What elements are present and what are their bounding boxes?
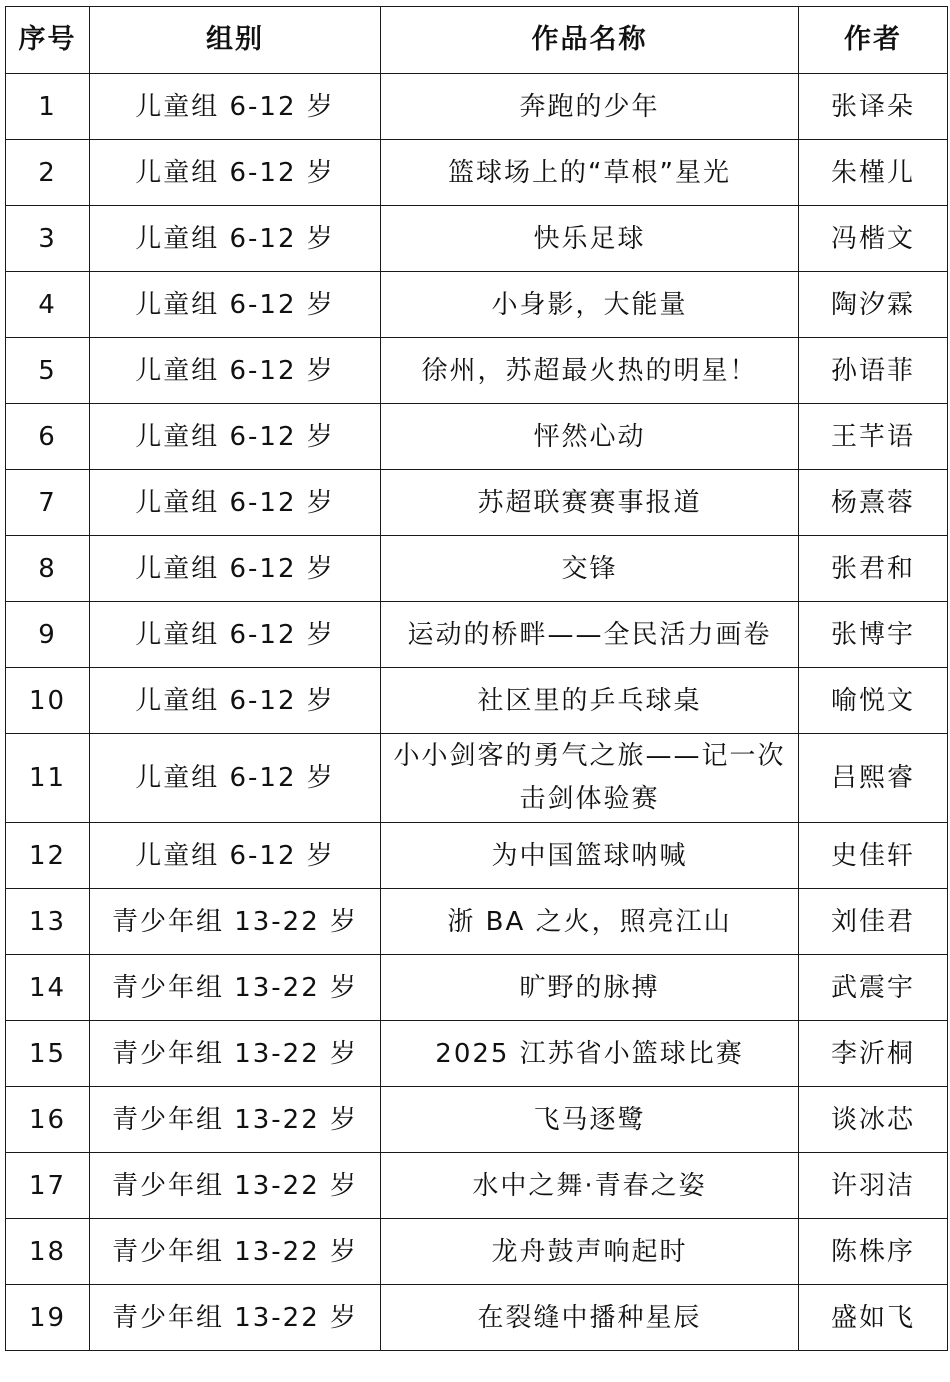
cell-no: 17 bbox=[6, 1153, 90, 1219]
header-no: 序号 bbox=[6, 7, 90, 74]
cell-author: 冯楷文 bbox=[799, 206, 948, 272]
cell-no: 10 bbox=[6, 668, 90, 734]
cell-no: 4 bbox=[6, 272, 90, 338]
cell-no: 5 bbox=[6, 338, 90, 404]
cell-no: 13 bbox=[6, 889, 90, 955]
header-group: 组别 bbox=[90, 7, 381, 74]
table-row bbox=[6, 206, 948, 272]
cell-no: 18 bbox=[6, 1219, 90, 1285]
cell-group: 儿童组 6-12 岁 bbox=[90, 823, 381, 889]
cell-title: 社区里的乒乓球桌 bbox=[381, 668, 799, 734]
cell-title: 小身影，大能量 bbox=[381, 272, 799, 338]
cell-group: 青少年组 13-22 岁 bbox=[90, 1153, 381, 1219]
cell-title: 快乐足球 bbox=[381, 206, 799, 272]
header-row bbox=[6, 7, 948, 74]
cell-title: 龙舟鼓声响起时 bbox=[381, 1219, 799, 1285]
table-row bbox=[6, 889, 948, 955]
cell-author: 吕熙睿 bbox=[799, 734, 948, 823]
cell-title: 奔跑的少年 bbox=[381, 74, 799, 140]
cell-author: 陈株序 bbox=[799, 1219, 948, 1285]
cell-author: 王芊语 bbox=[799, 404, 948, 470]
table-row bbox=[6, 272, 948, 338]
cell-author: 张君和 bbox=[799, 536, 948, 602]
cell-group: 青少年组 13-22 岁 bbox=[90, 1219, 381, 1285]
cell-group: 儿童组 6-12 岁 bbox=[90, 536, 381, 602]
cell-no: 8 bbox=[6, 536, 90, 602]
cell-title: 水中之舞·青春之姿 bbox=[381, 1153, 799, 1219]
table-row bbox=[6, 1087, 948, 1153]
cell-title: 飞马逐鹭 bbox=[381, 1087, 799, 1153]
table-header bbox=[6, 7, 948, 74]
cell-group: 青少年组 13-22 岁 bbox=[90, 1087, 381, 1153]
cell-no: 12 bbox=[6, 823, 90, 889]
cell-group: 儿童组 6-12 岁 bbox=[90, 734, 381, 823]
cell-author: 谈冰芯 bbox=[799, 1087, 948, 1153]
cell-group: 儿童组 6-12 岁 bbox=[90, 140, 381, 206]
cell-no: 6 bbox=[6, 404, 90, 470]
cell-group: 儿童组 6-12 岁 bbox=[90, 74, 381, 140]
table-row bbox=[6, 823, 948, 889]
table-row bbox=[6, 338, 948, 404]
cell-author: 张译朵 bbox=[799, 74, 948, 140]
cell-author: 武震宇 bbox=[799, 955, 948, 1021]
cell-title: 徐州，苏超最火热的明星！ bbox=[381, 338, 799, 404]
table-body bbox=[6, 74, 948, 1351]
cell-author: 喻悦文 bbox=[799, 668, 948, 734]
cell-group: 儿童组 6-12 岁 bbox=[90, 338, 381, 404]
cell-no: 11 bbox=[6, 734, 90, 823]
cell-title: 交锋 bbox=[381, 536, 799, 602]
cell-title: 运动的桥畔——全民活力画卷 bbox=[381, 602, 799, 668]
cell-author: 杨熹蓉 bbox=[799, 470, 948, 536]
cell-no: 1 bbox=[6, 74, 90, 140]
table-row bbox=[6, 140, 948, 206]
cell-title: 怦然心动 bbox=[381, 404, 799, 470]
cell-title: 篮球场上的“草根”星光 bbox=[381, 140, 799, 206]
header-title: 作品名称 bbox=[381, 7, 799, 74]
cell-group: 青少年组 13-22 岁 bbox=[90, 1285, 381, 1351]
cell-group: 青少年组 13-22 岁 bbox=[90, 955, 381, 1021]
table-row bbox=[6, 404, 948, 470]
cell-title: 在裂缝中播种星辰 bbox=[381, 1285, 799, 1351]
cell-no: 3 bbox=[6, 206, 90, 272]
cell-title: 小小剑客的勇气之旅——记一次击剑体验赛 bbox=[381, 734, 799, 823]
cell-author: 盛如飞 bbox=[799, 1285, 948, 1351]
cell-no: 7 bbox=[6, 470, 90, 536]
cell-author: 孙语菲 bbox=[799, 338, 948, 404]
table-row bbox=[6, 1021, 948, 1087]
table-row bbox=[6, 602, 948, 668]
cell-title: 苏超联赛赛事报道 bbox=[381, 470, 799, 536]
header-author: 作者 bbox=[799, 7, 948, 74]
table-row bbox=[6, 1153, 948, 1219]
cell-no: 19 bbox=[6, 1285, 90, 1351]
cell-author: 李沂桐 bbox=[799, 1021, 948, 1087]
cell-title: 浙 BA 之火，照亮江山 bbox=[381, 889, 799, 955]
cell-no: 16 bbox=[6, 1087, 90, 1153]
cell-author: 刘佳君 bbox=[799, 889, 948, 955]
cell-author: 许羽洁 bbox=[799, 1153, 948, 1219]
cell-no: 15 bbox=[6, 1021, 90, 1087]
table-row bbox=[6, 536, 948, 602]
cell-author: 史佳轩 bbox=[799, 823, 948, 889]
cell-title: 2025 江苏省小篮球比赛 bbox=[381, 1021, 799, 1087]
table-row bbox=[6, 668, 948, 734]
table-row bbox=[6, 1219, 948, 1285]
cell-group: 青少年组 13-22 岁 bbox=[90, 1021, 381, 1087]
cell-group: 儿童组 6-12 岁 bbox=[90, 668, 381, 734]
cell-group: 儿童组 6-12 岁 bbox=[90, 602, 381, 668]
cell-group: 儿童组 6-12 岁 bbox=[90, 470, 381, 536]
cell-author: 陶汐霖 bbox=[799, 272, 948, 338]
table-row bbox=[6, 470, 948, 536]
cell-group: 儿童组 6-12 岁 bbox=[90, 404, 381, 470]
cell-title: 为中国篮球呐喊 bbox=[381, 823, 799, 889]
cell-group: 儿童组 6-12 岁 bbox=[90, 272, 381, 338]
table-row bbox=[6, 1285, 948, 1351]
works-table bbox=[5, 6, 948, 1351]
cell-no: 14 bbox=[6, 955, 90, 1021]
cell-title: 旷野的脉搏 bbox=[381, 955, 799, 1021]
table-row bbox=[6, 74, 948, 140]
cell-group: 儿童组 6-12 岁 bbox=[90, 206, 381, 272]
cell-author: 朱槿儿 bbox=[799, 140, 948, 206]
cell-group: 青少年组 13-22 岁 bbox=[90, 889, 381, 955]
table-row bbox=[6, 955, 948, 1021]
table-row bbox=[6, 734, 948, 823]
cell-author: 张博宇 bbox=[799, 602, 948, 668]
cell-no: 2 bbox=[6, 140, 90, 206]
cell-no: 9 bbox=[6, 602, 90, 668]
